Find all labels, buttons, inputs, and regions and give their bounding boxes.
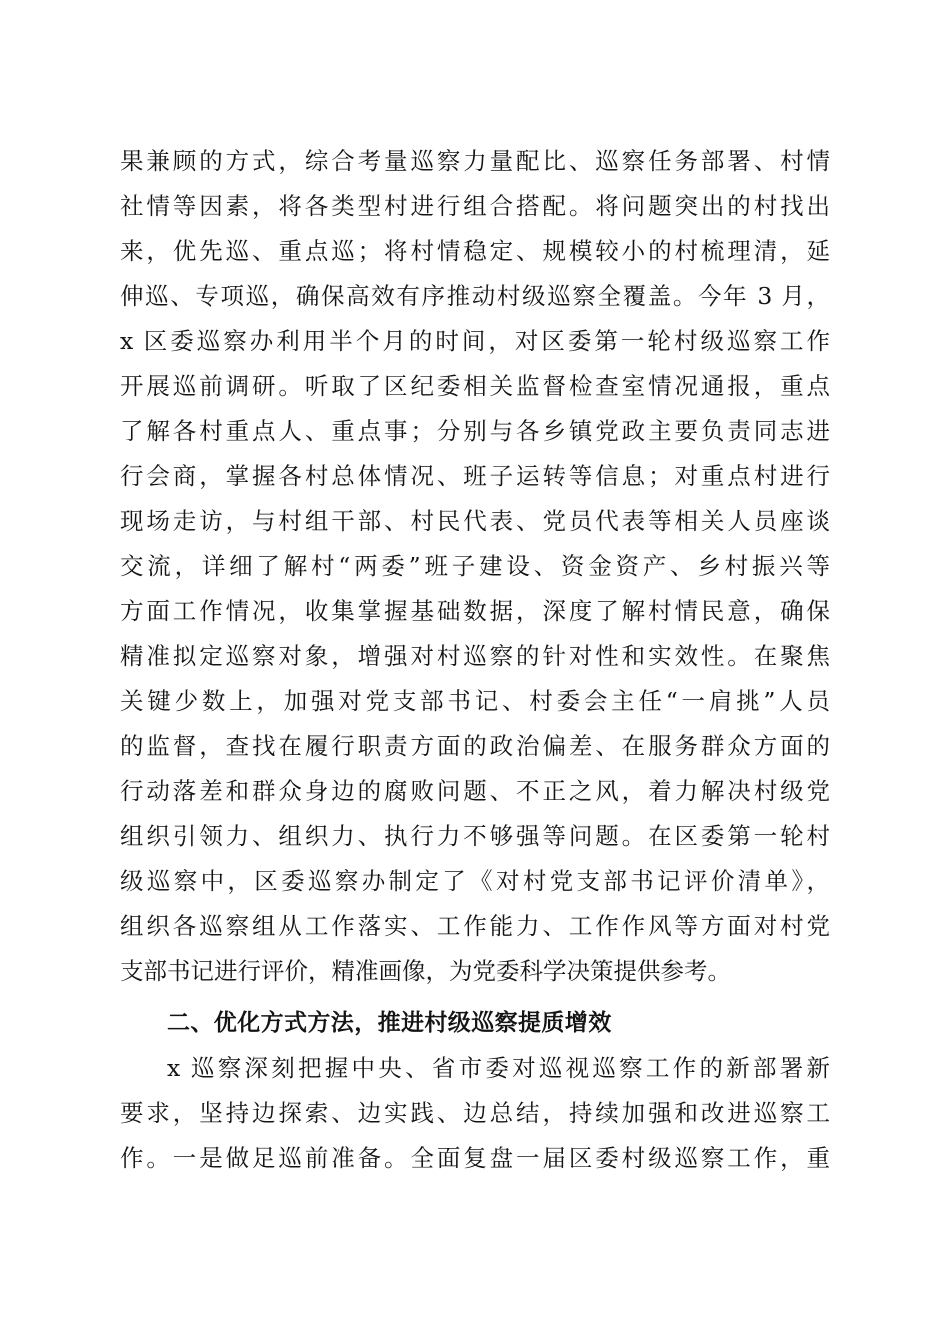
body-text-line: 作。一是做足巡前准备。全面复盘一届区委村级巡察工作，重 xyxy=(120,1144,830,1172)
body-text-line: 方面工作情况，收集掌握基础数据，深度了解村情民意，确保 xyxy=(120,597,830,625)
body-text-line: 组织引领力、组织力、执行力不够强等问题。在区委第一轮村 xyxy=(120,822,830,850)
body-text-line: 关键少数上，加强对党支部书记、村委会主任“一肩挑”人员 xyxy=(120,687,830,715)
body-text-line: 社情等因素，将各类型村进行组合搭配。将问题突出的村找出 xyxy=(120,192,830,220)
body-text-line: 了解各村重点人、重点事；分别与各乡镇党政主要负责同志进 xyxy=(120,417,830,445)
body-text-line: 交流，详细了解村“两委”班子建设、资金资产、乡村振兴等 xyxy=(120,552,830,580)
section-heading: 二、优化方式方法，推进村级巡察提质增效 xyxy=(167,1010,612,1036)
body-text-line: 要求，坚持边探索、边实践、边总结，持续加强和改进巡察工 xyxy=(120,1099,830,1127)
body-text-line: 行会商，掌握各村总体情况、班子运转等信息；对重点村进行 xyxy=(120,462,830,490)
body-text-line: x 区委巡察办利用半个月的时间，对区委第一轮村级巡察工作 xyxy=(120,327,830,355)
body-text-line: 精准拟定巡察对象，增强对村巡察的针对性和实效性。在聚焦 xyxy=(120,642,830,670)
body-text-line: 的监督，查找在履行职责方面的政治偏差、在服务群众方面的 xyxy=(120,732,830,760)
body-text-line: 现场走访，与村组干部、村民代表、党员代表等相关人员座谈 xyxy=(120,507,830,535)
body-text-line: x 巡察深刻把握中央、省市委对巡视巡察工作的新部署新 xyxy=(167,1054,830,1082)
body-text-line: 级巡察中，区委巡察办制定了《对村党支部书记评价清单》， xyxy=(120,867,830,895)
body-text-line: 支部书记进行评价，精准画像，为党委科学决策提供参考。 xyxy=(120,957,731,985)
body-text-line: 果兼顾的方式，综合考量巡察力量配比、巡察任务部署、村情 xyxy=(120,147,830,175)
body-text-line: 开展巡前调研。听取了区纪委相关监督检查室情况通报，重点 xyxy=(120,372,830,400)
body-text-line: 行动落差和群众身边的腐败问题、不正之风，着力解决村级党 xyxy=(120,777,830,805)
body-text-line: 组织各巡察组从工作落实、工作能力、工作作风等方面对村党 xyxy=(120,912,830,940)
body-text-line: 伸巡、专项巡，确保高效有序推动村级巡察全覆盖。今年 3 月， xyxy=(120,282,830,310)
body-text-line: 来，优先巡、重点巡；将村情稳定、规模较小的村梳理清，延 xyxy=(120,237,830,265)
